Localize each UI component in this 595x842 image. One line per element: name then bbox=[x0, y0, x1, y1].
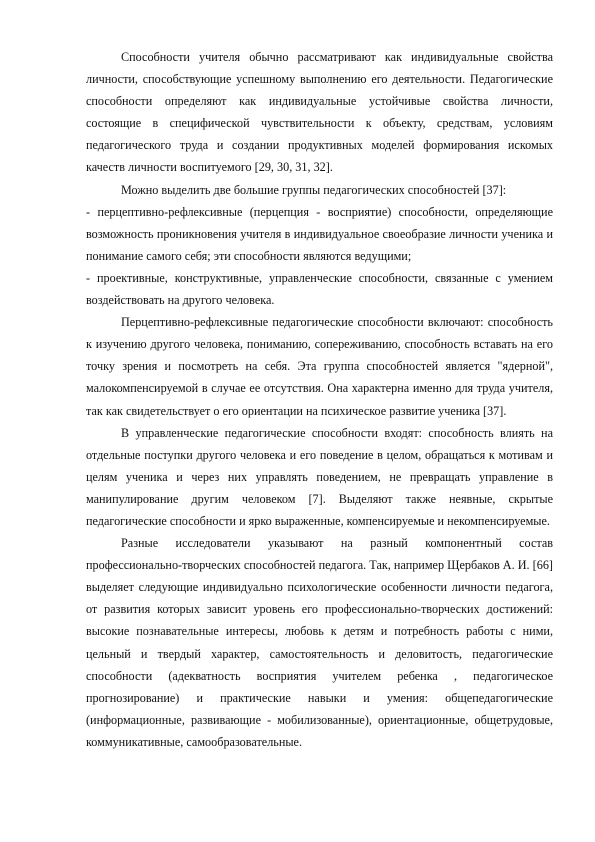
paragraph-perceptive-abilities: Перцептивно-рефлексивные педагогические способности включают: способность к изучению другого человека, пониманию, сопереживанию, способность вставать на его точку зрения и посмотреть на себя. Эта группа способностей является "ядерной", малокомпенсируемой в случае ее отсутствия. Она характерна именно для труда учителя, так как свидетельствует о его ориентации на психическое развитие ученика [37]. bbox=[86, 315, 553, 418]
paragraph-managerial-abilities: В управленческие педагогические способности входят: способность влиять на отдельные поступки другого человека и его поведение в целом, обращаться к мотивам и целям ученика и через них управлять поведением, не превращать управление в манипулирование другим человеком [7]. Выделяют также неявные, скрытые педагогические способности и ярко выраженные, компенсируемые и некомпенсируемые. bbox=[86, 425, 553, 528]
paragraph-two-groups: Можно выделить две большие группы педагогических способностей [37]: bbox=[121, 182, 507, 197]
list-item-perceptive-reflexive: - перцептивно-рефлексивные (перцепция - восприятие) способности, определяющие возможность проникновения учителя в индивидуальное своеобразие личности ученика и понимание самого себя; эти способности являются ведущими; bbox=[86, 204, 553, 263]
list-item-projective: - проективные, конструктивные, управленческие способности, связанные с умением воздействовать на другого человека. bbox=[86, 270, 553, 308]
paragraph-researchers: Разные исследователи указывают на разный компонентный состав профессионально-творческих способностей педагога. Так, например Щербаков А. И. [66] выделяет следующие индивидуально психологические особенности личности педагога, от развития которых зависит уровень его профессионально-творческих достижений: высокие познавательные интересы, любовь к детям и потребность работы с ними, цельный и твердый характер, самостоятельность и деловитость, педагогические способности (адекватность восприятия учителем ребенка , педагогическое прогнозирование) и практические навыки и умения: общепедагогические (информационные, развивающие - мобилизованные), ориентационные, общетрудовые, коммуникативные, самообразовательные. bbox=[86, 536, 553, 749]
document-page bbox=[86, 46, 553, 753]
paragraph-abilities-definition: Способности учителя обычно рассматривают как индивидуальные свойства личности, способствующие успешному выполнению его деятельности. Педагогические способности определяют как индивидуальные устойчивые свойства личности, состоящие в специфической чувствительности к объекту, средствам, условиям педагогического труда и создании продуктивных моделей формирования искомых качеств личности воспитуемого [29, 30, 31, 32]. bbox=[86, 50, 553, 175]
